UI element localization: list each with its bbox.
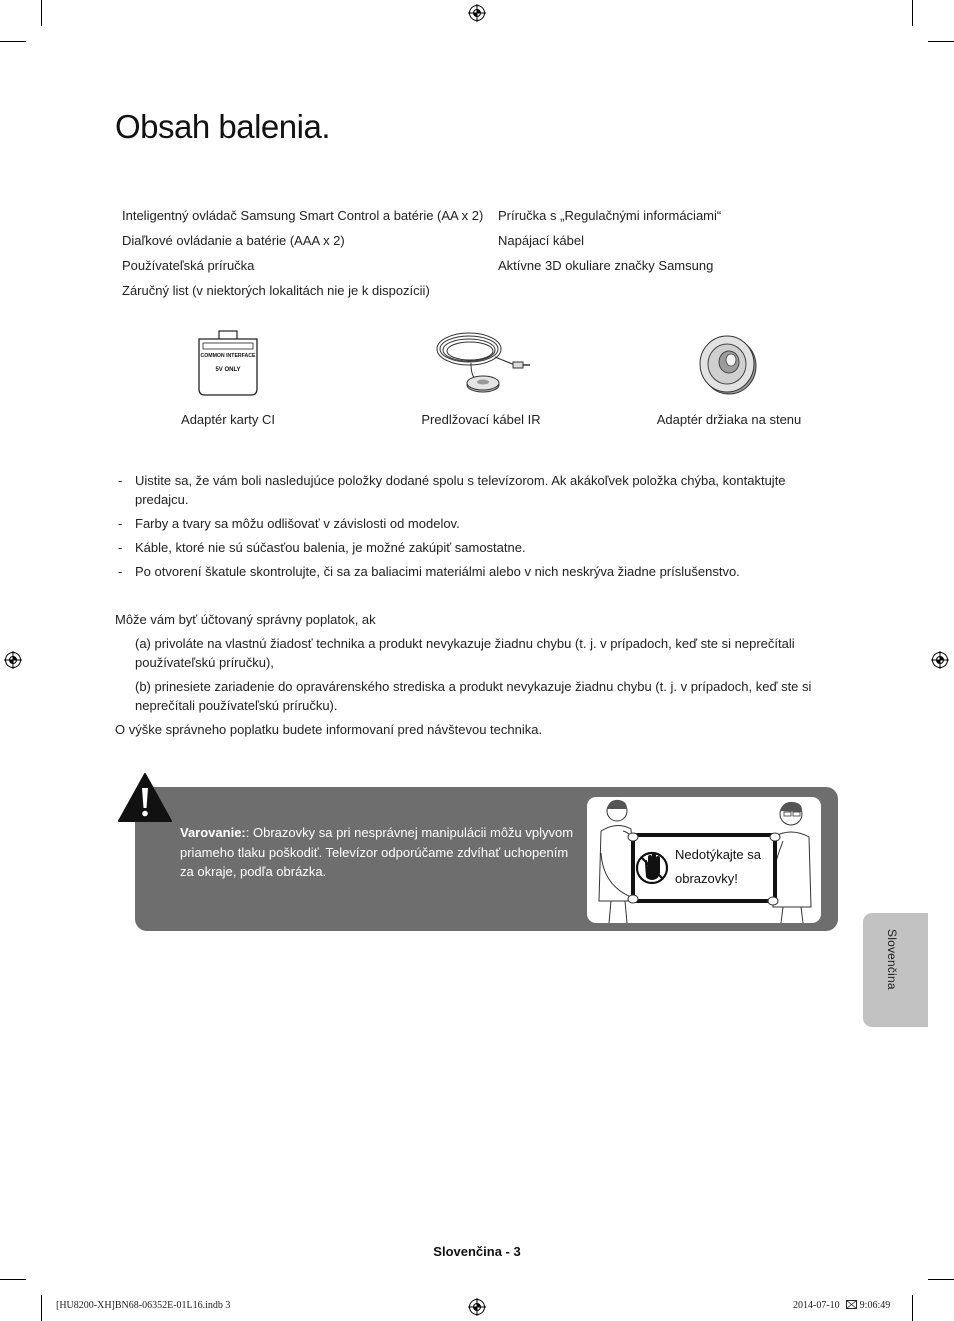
crop-mark [41, 0, 42, 26]
page-number: Slovenčina - 3 [433, 1244, 521, 1259]
contents-item: Príručka s „Regulačnými informáciami“ [498, 208, 722, 223]
list-item: - Uistite sa, že vám boli nasledujúce položky dodané spolu s televízorom. Ak akákoľvek položka chýba, kontaktujte predajcu. [118, 473, 786, 507]
footer-file-info: [HU8200-XH]BN68-06352E-01L16.indb 3 [56, 1300, 231, 1311]
wall-mount-adapter-icon [696, 331, 762, 397]
accessory-label: Adaptér karty CI [181, 412, 275, 427]
crop-mark [41, 1295, 42, 1321]
contents-item: Používateľská príručka [122, 258, 255, 273]
language-tab-label: Slovenčina [885, 929, 899, 990]
warning-sign-text: Nedotýkajte sa obrazovky! [675, 847, 761, 886]
contents-item: Inteligentný ovládač Samsung Smart Control a batérie (AA x 2) [122, 208, 484, 223]
ir-extender-cable-icon [431, 327, 531, 401]
footer-timestamp: 2014-07-10 9:06:49 [793, 1300, 891, 1311]
accessory-label: Predlžovací kábel IR [421, 412, 541, 427]
registration-mark-icon [4, 651, 22, 669]
accessory-ci-card-adapter [108, 320, 348, 427]
list-item: - Káble, ktoré nie sú súčasťou balenia, je možné zakúpiť samostatne. [118, 540, 526, 555]
tv-handling-illustration [587, 797, 821, 923]
page-title: Obsah balenia. [115, 108, 330, 145]
crop-mark [912, 1295, 913, 1321]
ci-card-voltage: 5V ONLY [215, 367, 241, 373]
fee-option: (a) privoláte na vlastnú žiadosť technika a produkt nevykazuje žiadnu chybu (t. j. v prípadoch, keď ste si neprečítali používateľskú príručku), [135, 636, 795, 670]
notes-list [118, 471, 818, 586]
fee-section [115, 610, 815, 739]
list-item: - Farby a tvary sa môžu odlišovať v závislosti od modelov. [118, 516, 460, 531]
contents-item: Aktívne 3D okuliare značky Samsung [498, 258, 714, 273]
crop-mark [0, 41, 26, 42]
accessory-label: Adaptér držiaka na stenu [656, 412, 802, 427]
contents-item: Diaľkové ovládanie a batérie (AAA x 2) [122, 233, 345, 248]
contents-list-left [122, 203, 483, 303]
list-item: - Po otvorení škatule skontrolujte, či sa za baliacimi materiálmi alebo v nich neskrýva žiadne príslušenstvo. [118, 564, 740, 579]
fee-intro: Môže vám byť účtovaný správny poplatok, ak [115, 612, 376, 627]
registration-mark-icon [931, 651, 949, 669]
ci-card-adapter-icon [191, 329, 265, 399]
ci-card-label: COMMON INTERFACE [200, 353, 256, 359]
contents-list-right [498, 203, 721, 278]
crop-mark [928, 41, 954, 42]
accessory-wall-mount-adapter [609, 320, 849, 427]
accessory-ir-extender-cable [361, 320, 601, 427]
crop-mark [912, 0, 913, 26]
warning-text: Varovanie:: Obrazovky sa pri nesprávnej manipulácii môžu vplyvom priameho tlaku poškodiť. Televízor odporúčame zdvíhať uchopením za okraje, podľa obrázka. [180, 825, 574, 879]
fee-outro: O výške správneho poplatku budete informovaní pred návštevou technika. [115, 722, 543, 737]
contents-item: Napájací kábel [498, 233, 584, 248]
fee-option: (b) prinesiete zariadenie do opravárenského strediska a produkt nevykazuje žiadnu chybu (t. j. v prípadoch, keď ste si neprečítali používateľskú príručku). [135, 679, 812, 713]
crop-mark [0, 1279, 26, 1280]
clock-icon [846, 1300, 857, 1309]
crop-mark [928, 1279, 954, 1280]
registration-mark-icon [468, 1298, 486, 1316]
warning-triangle-icon [117, 772, 173, 824]
registration-mark-icon [468, 4, 486, 22]
contents-item: Záručný list (v niektorých lokalitách nie je k dispozícii) [122, 283, 430, 298]
language-tab [863, 913, 928, 1027]
